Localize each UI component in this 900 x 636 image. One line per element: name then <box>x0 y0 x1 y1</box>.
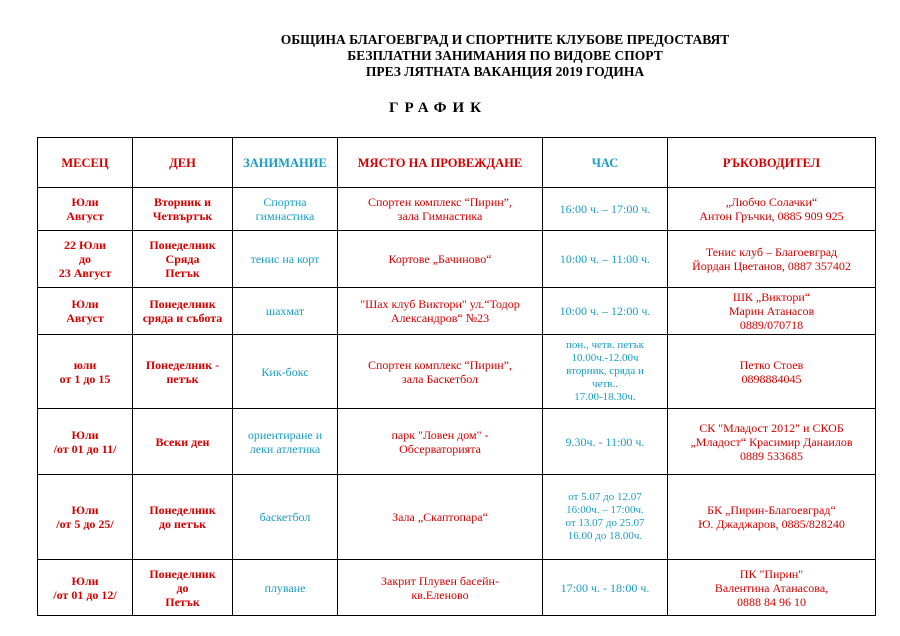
cell-line: /от 5 до 25/ <box>56 517 114 531</box>
cell-day <box>133 475 233 560</box>
cell-line: шахмат <box>265 304 305 318</box>
cell-line: Спортен комплекс “Пирин”, <box>367 357 513 372</box>
cell-line: "Шах клуб Виктори" ул.“Тодор <box>360 297 520 311</box>
cell-line: Спортен комплекс “Пирин”, <box>367 195 513 209</box>
cell-line: плуване <box>264 580 306 595</box>
cell-place <box>338 188 543 231</box>
header-line-2: БЕЗПЛАТНИ ЗАНИМАНИЯ ПО ВИДОВЕ СПОРТ <box>347 48 663 63</box>
cell-line: гимнастика <box>255 209 315 223</box>
cell-time <box>543 335 668 409</box>
cell-line: Понеделник <box>149 238 216 252</box>
cell-day <box>133 288 233 335</box>
cell-line: ориентиране и <box>247 427 323 442</box>
cell-line: Петък <box>165 266 200 280</box>
cell-leader <box>668 560 876 616</box>
cell-line: Август <box>66 209 104 223</box>
cell-line: Юли <box>71 427 99 442</box>
cell-day <box>133 231 233 288</box>
cell-line: от 5.07 до 12.07 <box>568 491 642 503</box>
cell-line: до <box>176 580 189 595</box>
cell-month <box>38 188 133 231</box>
column-header-leader: РЪКОВОДИТЕЛ <box>668 138 876 188</box>
cell-line: Август <box>66 311 104 325</box>
cell-time <box>543 475 668 560</box>
cell-line: Понеделник - <box>145 357 220 372</box>
cell-line: Вторник и <box>153 195 212 209</box>
cell-leader <box>668 475 876 560</box>
cell-line: Александров“ №23 <box>390 311 490 325</box>
cell-line: Юли <box>71 297 99 311</box>
cell-month <box>38 475 133 560</box>
schedule-table <box>37 137 876 616</box>
cell-leader <box>668 335 876 409</box>
table-row <box>38 288 876 335</box>
cell-time <box>543 188 668 231</box>
column-header-activity: ЗАНИМАНИЕ <box>233 138 338 188</box>
cell-place <box>338 288 543 335</box>
cell-activity <box>233 231 338 288</box>
cell-line: до петък <box>158 517 207 531</box>
cell-line: зала Баскетбол <box>401 371 479 386</box>
column-header-place: МЯСТО НА ПРОВЕЖДАНЕ <box>338 138 543 188</box>
column-header-time: ЧАС <box>543 138 668 188</box>
cell-line: Понеделник <box>149 566 216 581</box>
cell-line: /от 01 до 12/ <box>53 587 117 602</box>
cell-line: Кик-бокс <box>261 364 309 379</box>
cell-time <box>543 560 668 616</box>
cell-line: Йордан Цветанов, 0887 357402 <box>692 259 851 273</box>
cell-time <box>543 409 668 475</box>
table-row <box>38 231 876 288</box>
cell-activity <box>233 560 338 616</box>
cell-line: четв.. <box>592 378 618 390</box>
table-row <box>38 409 876 475</box>
table-row <box>38 188 876 231</box>
cell-line: Ю. Джаджаров, 0885/828240 <box>698 517 845 531</box>
schedule-rows <box>38 188 876 616</box>
cell-line: Петко Стоев <box>739 357 804 372</box>
table-row <box>38 335 876 409</box>
cell-activity <box>233 409 338 475</box>
cell-place <box>338 335 543 409</box>
cell-month <box>38 409 133 475</box>
cell-line: 17:00 ч. - 18:00 ч. <box>560 580 650 595</box>
page-title: ГРАФИК <box>388 100 488 116</box>
cell-line: „Младост“ Красимир Данаилов <box>690 434 853 449</box>
cell-time <box>543 231 668 288</box>
cell-line: Закрит Плувен басейн- <box>381 573 499 588</box>
cell-place <box>338 409 543 475</box>
cell-activity <box>233 335 338 409</box>
column-header-month: МЕСЕЦ <box>38 138 133 188</box>
cell-line: зала Гимнастика <box>397 209 483 223</box>
cell-activity <box>233 288 338 335</box>
cell-line: 16:00 ч. – 17:00 ч. <box>559 202 651 216</box>
cell-line: Петък <box>165 594 200 609</box>
header-line-3: ПРЕЗ ЛЯТНАТА ВАКАНЦИЯ 2019 ГОДИНА <box>365 64 645 79</box>
cell-line: ПК "Пирин" <box>739 566 804 581</box>
cell-line: вторник, сряда и <box>566 365 644 377</box>
cell-line: 16:00ч. – 17:00ч. <box>566 504 644 516</box>
cell-time <box>543 288 668 335</box>
table-row <box>38 560 876 616</box>
cell-place <box>338 231 543 288</box>
cell-line: тенис на корт <box>250 252 320 266</box>
header-line-1: ОБЩИНА БЛАГОЕВГРАД И СПОРТНИТЕ КЛУБОВЕ ПРЕДОСТАВЯТ <box>280 32 730 47</box>
cell-month <box>38 288 133 335</box>
cell-day <box>133 188 233 231</box>
cell-line: „Любчо Солачки“ <box>725 195 818 209</box>
cell-day <box>133 335 233 409</box>
cell-line: БК „Пирин-Благоевград“ <box>707 503 836 517</box>
cell-month <box>38 560 133 616</box>
cell-line: Тенис клуб – Благоевград <box>705 245 838 259</box>
cell-line: Кортове „Бачиново“ <box>388 252 492 266</box>
cell-line: от 1 до 15 <box>59 371 111 386</box>
cell-line: петък <box>166 371 199 386</box>
cell-line: Зала „Скаптопара“ <box>392 510 488 524</box>
cell-line: 0889 533685 <box>740 448 803 463</box>
cell-line: сряда и събота <box>142 311 223 325</box>
cell-line: 0898884045 <box>741 371 802 386</box>
cell-line: 0889/070718 <box>739 318 804 332</box>
cell-place <box>338 560 543 616</box>
cell-leader <box>668 288 876 335</box>
cell-line: леки атлетика <box>249 441 321 456</box>
cell-line: 0888 84 96 10 <box>737 594 806 609</box>
cell-line: СК "Младост 2012" и СКОБ <box>699 420 844 435</box>
cell-line: Марин Атанасов <box>728 304 815 318</box>
cell-line: Валентина Атанасова, <box>714 580 829 595</box>
cell-activity <box>233 475 338 560</box>
cell-line: Всеки ден <box>155 434 210 449</box>
cell-line: 10:00 ч. – 11:00 ч. <box>559 252 651 266</box>
cell-line: 17.00-18.30ч. <box>574 391 636 403</box>
cell-line: 16.00 до 18.00ч. <box>567 530 643 542</box>
cell-leader <box>668 409 876 475</box>
cell-month <box>38 335 133 409</box>
cell-day <box>133 409 233 475</box>
cell-line: Спортна <box>263 195 307 209</box>
cell-line: пон., четв. петък <box>565 339 645 351</box>
cell-line: ШК „Виктори“ <box>732 290 811 304</box>
cell-day <box>133 560 233 616</box>
cell-line: Понеделник <box>149 297 216 311</box>
cell-line: 10.00ч.-12.00ч <box>571 352 639 364</box>
cell-activity <box>233 188 338 231</box>
table-row <box>38 475 876 560</box>
cell-line: баскетбол <box>259 510 311 524</box>
cell-line: Юли <box>71 503 99 517</box>
column-header-day: ДЕН <box>133 138 233 188</box>
cell-line: 9.30ч. - 11:00 ч. <box>565 434 645 449</box>
cell-line: кв.Еленово <box>411 587 469 602</box>
cell-line: Юли <box>71 573 99 588</box>
table-header-row <box>38 138 876 188</box>
cell-line: 23 Август <box>58 266 112 280</box>
cell-line: до <box>78 252 92 266</box>
cell-line: Понеделник <box>149 503 216 517</box>
cell-line: /от 01 до 11/ <box>53 441 117 456</box>
cell-leader <box>668 188 876 231</box>
cell-line: Обсерваторията <box>399 441 481 456</box>
cell-month <box>38 231 133 288</box>
cell-line: парк "Ловен дом" - <box>391 427 489 442</box>
cell-line: Юли <box>71 195 99 209</box>
cell-line: 10:00 ч. – 12:00 ч. <box>559 304 651 318</box>
document-header <box>0 32 900 80</box>
cell-line: Четвъртък <box>152 209 213 223</box>
cell-place <box>338 475 543 560</box>
cell-line: юли <box>73 357 97 372</box>
cell-line: 22 Юли <box>64 238 106 252</box>
cell-leader <box>668 231 876 288</box>
cell-line: Антон Гръчки, 0885 909 925 <box>699 209 844 223</box>
cell-line: Сряда <box>165 252 200 266</box>
cell-line: от 13.07 до 25.07 <box>565 517 645 529</box>
